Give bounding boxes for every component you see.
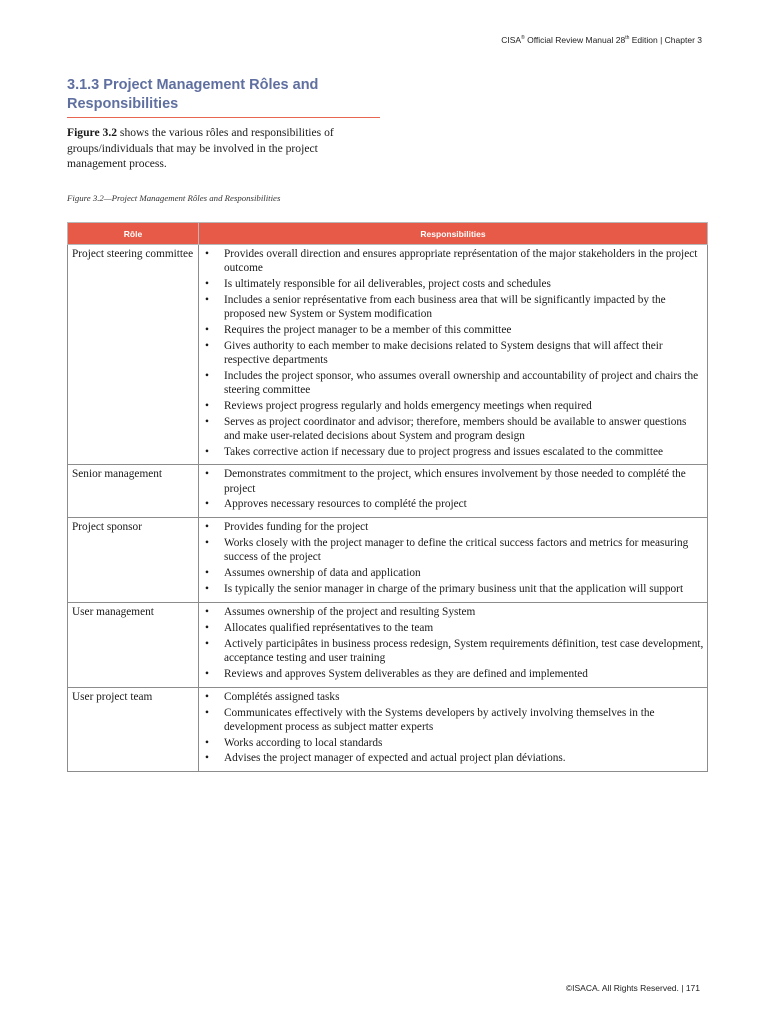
responsibilities-cell bbox=[199, 465, 708, 518]
responsibility-item: • Is ultimately responsible for ail deliverables, project costs and schedules bbox=[203, 277, 704, 291]
responsibility-list bbox=[203, 467, 704, 511]
responsibility-list bbox=[203, 690, 704, 766]
responsibility-list bbox=[203, 520, 704, 596]
responsibilities-cell bbox=[199, 518, 708, 603]
responsibilities-cell bbox=[199, 687, 708, 772]
responsibility-item: • Serves as project coordinator and advisor; therefore, members should be available to answer questions and make user-related decisions about System and program design bbox=[203, 415, 704, 443]
responsibility-item: • Works closely with the project manager to define the critical success factors and metrics for measuring success of the project bbox=[203, 536, 704, 564]
responsibility-item: • Approves necessary resources to complété the project bbox=[203, 497, 704, 511]
responsibility-item: • Gives authority to each member to make decisions related to System designs that will affect their respective departments bbox=[203, 339, 704, 367]
responsibility-item: • Assumes ownership of data and application bbox=[203, 566, 704, 580]
responsibility-item: • Assumes ownership of the project and resulting System bbox=[203, 605, 704, 619]
responsibility-item: • Complétés assigned tasks bbox=[203, 690, 704, 704]
header-edition-text: Official Review Manual 28 bbox=[524, 35, 626, 45]
figure-reference: Figure 3.2 bbox=[67, 126, 118, 139]
responsibility-item: • Reviews and approves System deliverables as they are defined and implemented bbox=[203, 667, 704, 681]
responsibility-item: • Allocates qualified représentatives to the team bbox=[203, 621, 704, 635]
role-cell: Project sponsor bbox=[68, 518, 199, 603]
table-row bbox=[68, 245, 708, 465]
title-rule bbox=[67, 117, 380, 118]
responsibility-item: • Provides overall direction and ensures appropriate représentation of the major stakeholders in the project outcome bbox=[203, 247, 704, 275]
table-row bbox=[68, 465, 708, 518]
responsibility-list bbox=[203, 605, 704, 681]
responsibility-item: • Communicates effectively with the Systems developers by actively involving themselves in the development process as subject matter experts bbox=[203, 706, 704, 734]
responsibilities-cell bbox=[199, 603, 708, 688]
intro-text: shows the various rôles and responsibilities of groups/individuals that may be involved in the project management process. bbox=[67, 126, 334, 170]
header-ordinal-suffix: th bbox=[625, 35, 630, 42]
column-header-role: Rôle bbox=[68, 223, 199, 245]
running-header bbox=[501, 35, 702, 45]
table-body bbox=[68, 245, 708, 772]
responsibility-item: • Requires the project manager to be a member of this committee bbox=[203, 323, 704, 337]
role-cell: Senior management bbox=[68, 465, 199, 518]
responsibility-item: • Provides funding for the project bbox=[203, 520, 704, 534]
section-title: 3.1.3 Project Management Rôles and Responsibilities bbox=[67, 77, 319, 112]
responsibility-item: • Demonstrates commitment to the project, which ensures involvement by those needed to complété the project bbox=[203, 467, 704, 495]
roles-table bbox=[67, 222, 708, 772]
responsibility-item: • Works according to local standards bbox=[203, 736, 704, 750]
header-chapter-text: Edition | Chapter 3 bbox=[629, 35, 702, 45]
responsibility-item: • Takes corrective action if necessary due to project progress and issues escalated to the committee bbox=[203, 445, 704, 459]
role-cell: Project steering committee bbox=[68, 245, 199, 465]
responsibility-item: • Is typically the senior manager in charge of the primary business unit that the application will support bbox=[203, 582, 704, 596]
responsibility-list bbox=[203, 247, 704, 459]
responsibility-item: • Actively participâtes in business process redesign, System requirements définition, test case development, acceptance testing and user training bbox=[203, 637, 704, 665]
header-book-name: CISA bbox=[501, 35, 522, 45]
intro-paragraph bbox=[67, 125, 377, 172]
responsibility-item: • Includes a senior représentative from each business area that will be significantly impacted by the proposed new System or System modification bbox=[203, 293, 704, 321]
header-registered-mark: ® bbox=[521, 35, 525, 42]
column-header-responsibilities: Responsibilities bbox=[199, 223, 708, 245]
role-cell: User management bbox=[68, 603, 199, 688]
table-header-row bbox=[68, 223, 708, 245]
figure-caption: Figure 3.2—Project Management Rôles and Responsibilities bbox=[67, 193, 281, 203]
page-footer: ©ISACA. All Rights Reserved. | 171 bbox=[565, 983, 700, 993]
role-cell: User project team bbox=[68, 687, 199, 772]
table-row bbox=[68, 603, 708, 688]
responsibility-item: • Reviews project progress regularly and holds emergency meetings when required bbox=[203, 399, 704, 413]
table-row bbox=[68, 518, 708, 603]
responsibilities-cell bbox=[199, 245, 708, 465]
responsibility-item: • Includes the project sponsor, who assumes overall ownership and accountability of project and chairs the steering committee bbox=[203, 369, 704, 397]
responsibility-item: • Advises the project manager of expected and actual project plan déviations. bbox=[203, 751, 704, 765]
table-row bbox=[68, 687, 708, 772]
